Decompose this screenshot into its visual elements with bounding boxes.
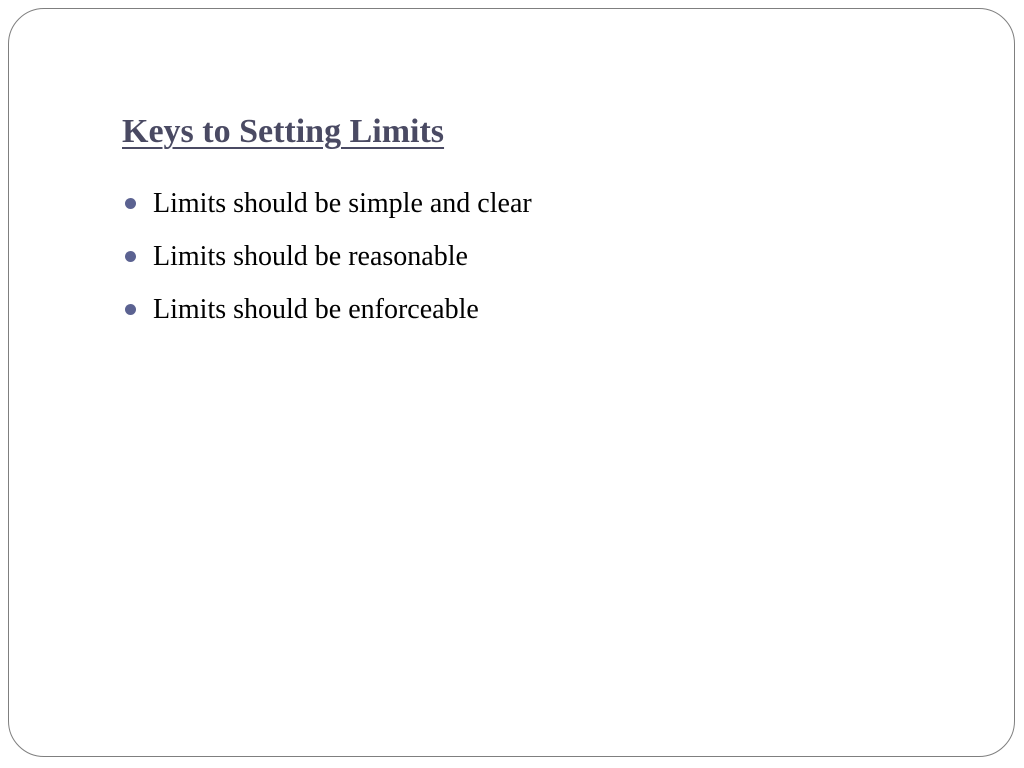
bullet-list [122, 177, 532, 336]
slide-frame [8, 8, 1015, 757]
bullet-dot-icon [125, 251, 136, 262]
bullet-dot-icon [125, 304, 136, 315]
bullet-item [122, 230, 532, 283]
bullet-item [122, 283, 532, 336]
bullet-dot-icon [125, 198, 136, 209]
bullet-text: Limits should be reasonable [153, 240, 468, 272]
slide-title: Keys to Setting Limits [122, 113, 445, 150]
bullet-text: Limits should be enforceable [153, 293, 479, 325]
bullet-text: Limits should be simple and clear [153, 187, 532, 219]
bullet-item [122, 177, 532, 230]
